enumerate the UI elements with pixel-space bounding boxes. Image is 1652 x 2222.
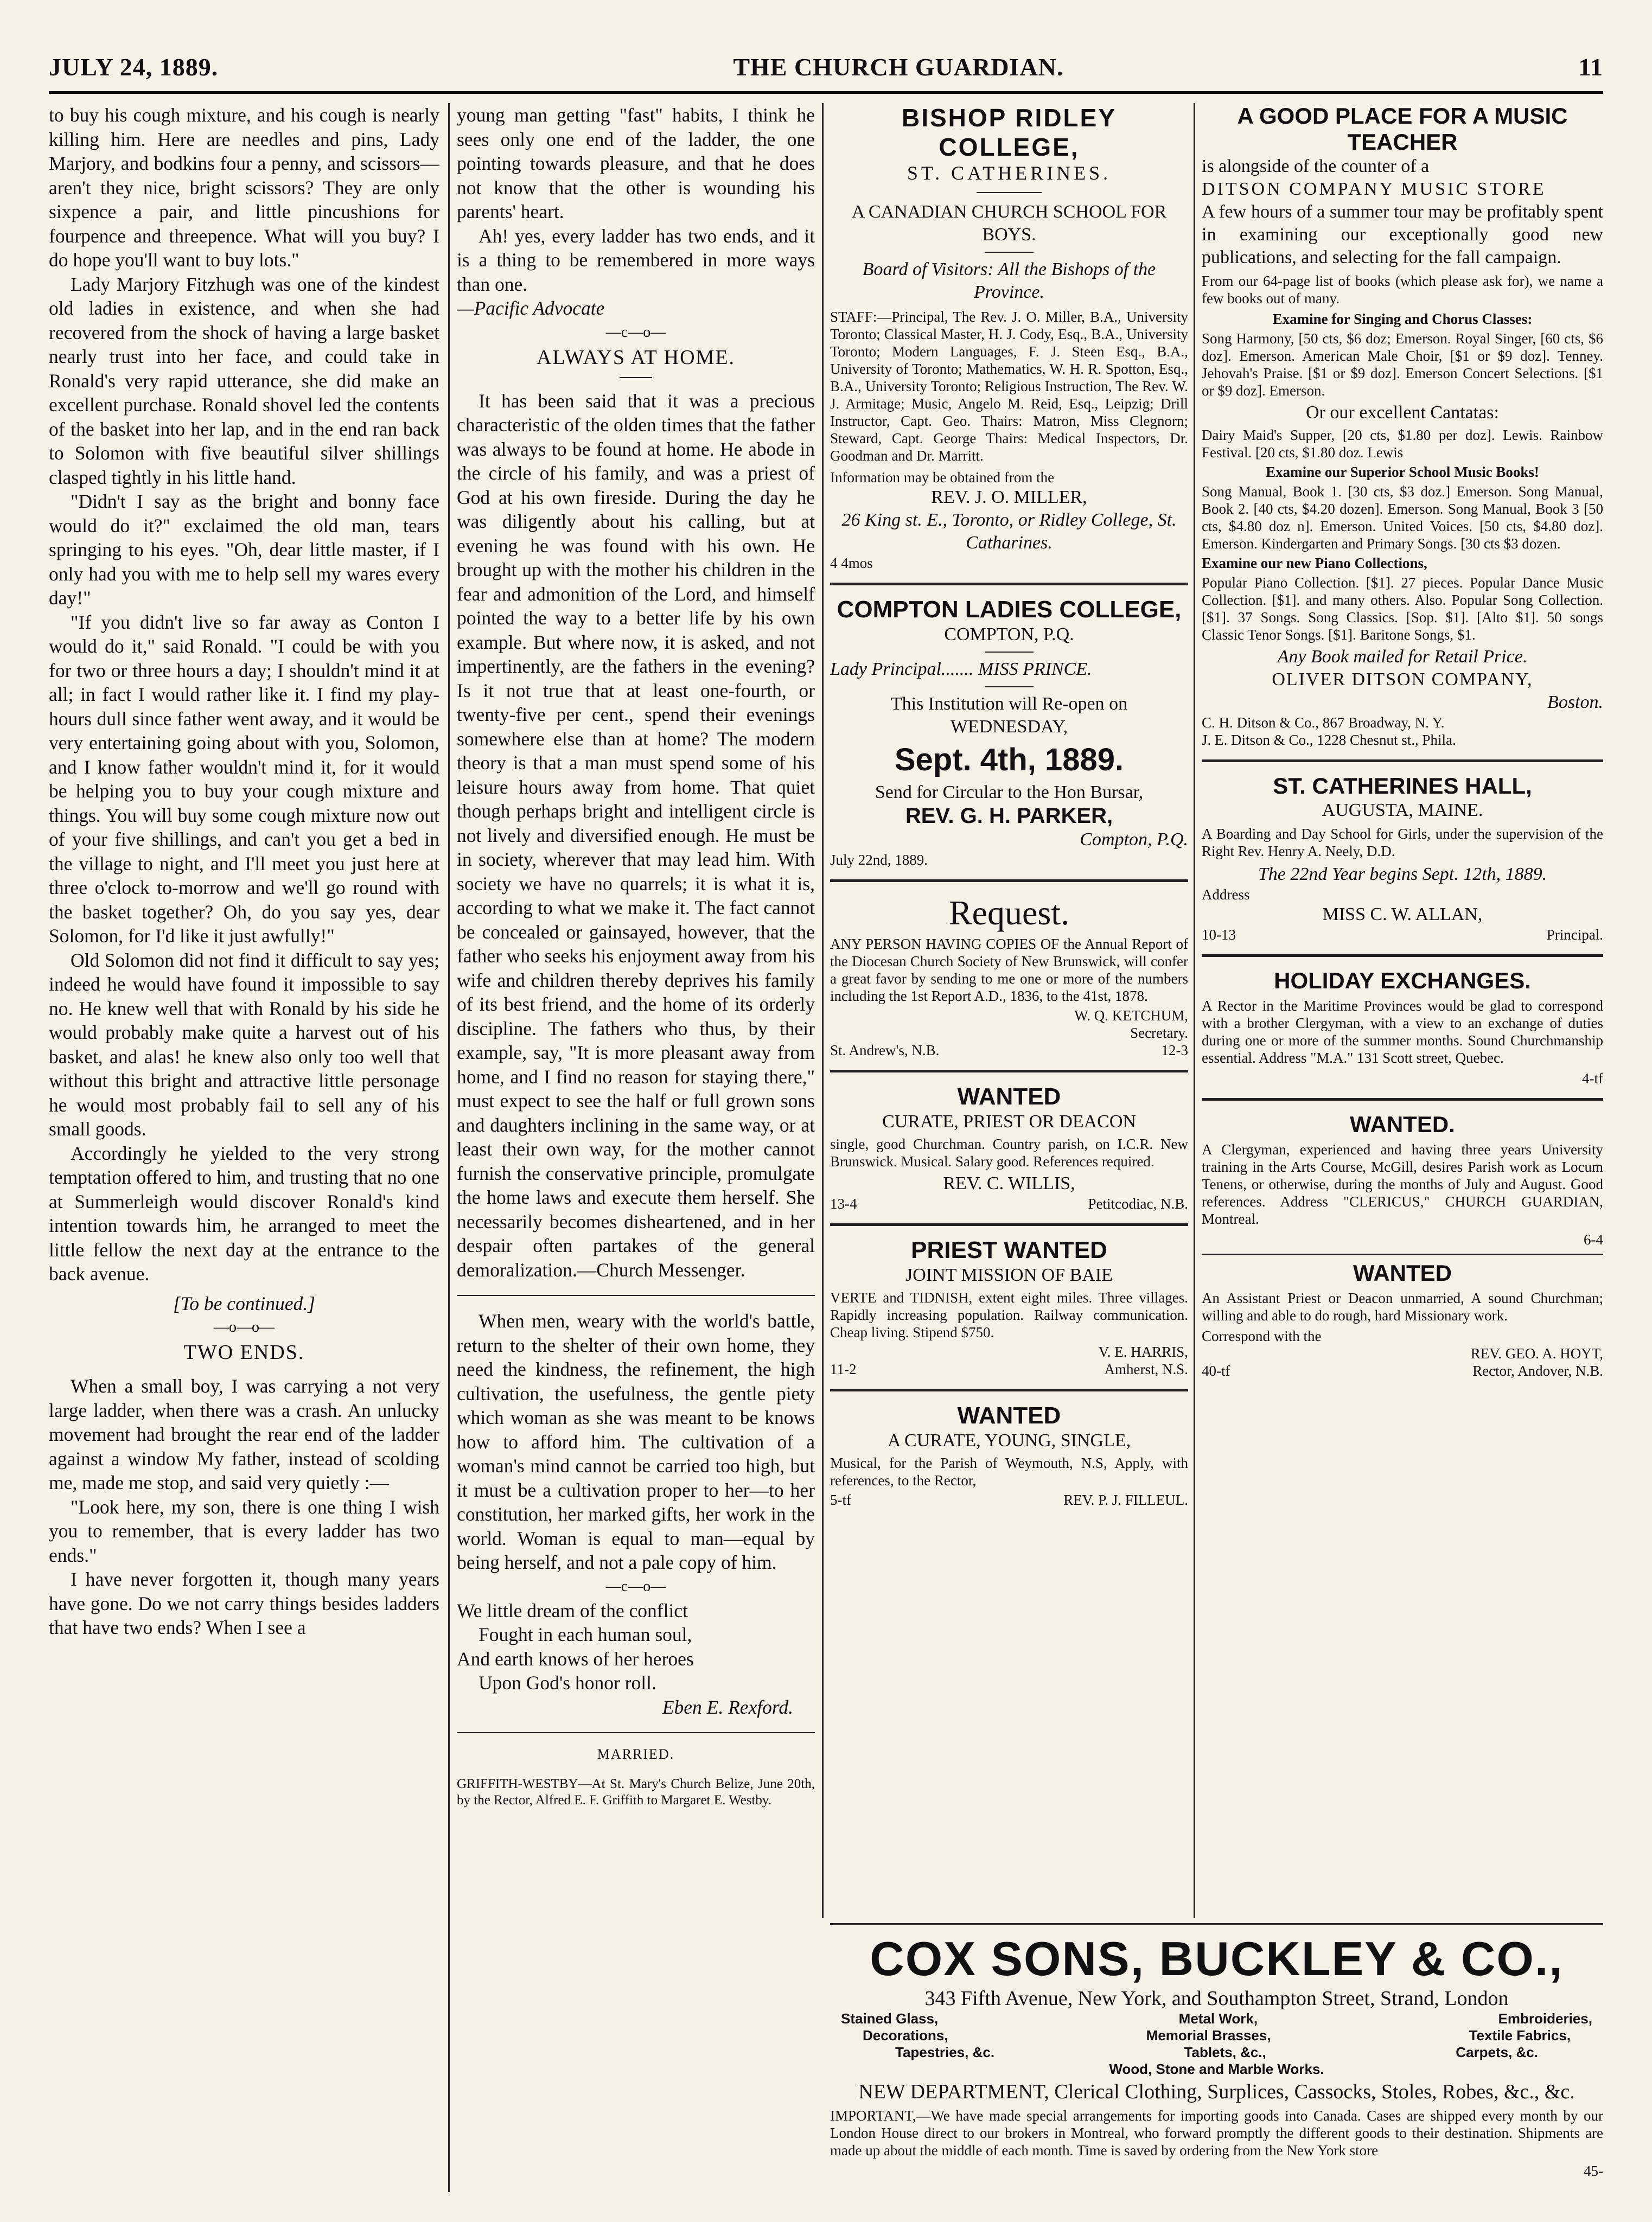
ad-address-label: Address — [1202, 886, 1250, 903]
ad-contact: REV. G. H. PARKER, — [905, 804, 1113, 828]
ad-music-teacher — [1202, 103, 1603, 749]
column-rule — [822, 103, 824, 1918]
ad-place: COMPTON, P.Q. — [944, 624, 1074, 644]
divider — [830, 583, 1188, 585]
ad-mailed: Any Book mailed for Retail Price. — [1277, 647, 1528, 667]
service-item: Wood, Stone and Marble Works. — [1109, 2061, 1324, 2077]
ad-code: 4-tf — [1582, 1070, 1603, 1087]
column-2 — [457, 103, 815, 2192]
service-item: Embroideries, — [1498, 2010, 1592, 2027]
ad-footer — [830, 1195, 1188, 1212]
ad-place: Compton, P.Q. — [1080, 829, 1188, 850]
column-rule — [1194, 103, 1195, 1918]
divider — [977, 192, 1042, 193]
ad-title: COMPTON LADIES COLLEGE, — [837, 596, 1182, 623]
divider — [985, 686, 1034, 687]
ad-role: Principal. — [1546, 927, 1603, 943]
verse-line: Upon God's honor roll. — [479, 1672, 656, 1694]
ad-code: 13-4 — [830, 1196, 857, 1212]
ad-list: Song Manual, Book 1. [30 cts, $3 doz.] Emerson. Song Manual, Book 2. [40 cts, $4.20 dozen]. Emerson. Song Manual, Book 3 [50 cts, $4.80 doz n]. Emerson. United Voices. [50 cts, $4.80 doz]. Emerson. Kindergarten and Primary Songs. [30 cts $3 dozen. — [1202, 483, 1603, 552]
article-paragraph: I have never forgotten it, though many years have gone. Do we not carry things besides ladders that have two ends? When I see a — [49, 1568, 439, 1638]
ad-title: ST. CATHERINES HALL, — [1273, 773, 1532, 799]
ad-name: REV. C. WILLIS, — [943, 1173, 1075, 1193]
ad-place: ST. CATHERINES. — [907, 162, 1112, 184]
article-paragraph: It has been said that it was a precious characteristic of the olden times that the father was always to be found at home. He abode in the circle of his family, and was a priest of God at his own fireside. During the day he was diligently about his calling, but at evening he was found with his own. He brought up with the mother his children in the fear and admonition of the Lord, and himself pointed the way to a better life by his own example. But where now, it is asked, and not impertinently, are the fathers in the evening? Is it not true that at least one-fourth, or twenty-five per cent., spend their evenings somewhere else than at home? The modern theory is that a man must spend some of his leisure hours away from home. That quiet though perhaps bright and intelligent circle is not lively and diversified enough. He must be in society, wherever that may lead him. With society we have no quarrels; it is what it is, according to what we make it. The fact cannot be concealed or gainsayed, however, that the father who seeks his enjoyment away from his wife and children thereby deprives his family of its best friend, and the home of its orderly discipline. The fathers who thus, by their example, say, "It is more pleasant away from home, and I find no reason for staying there," must expect to see the half or full grown sons and daughters inclining in the same way, or at least their own way, for the mother cannot furnish the conservative principle, promulgate the home laws and execute them herself. She necessarily becomes disheartened, and in her despair often partakes of the general demoralization.—Church Messenger. — [457, 390, 815, 1281]
ad-heading: Examine for Singing and Chorus Classes: — [1272, 311, 1533, 327]
ad-line: CURATE, PRIEST OR DEACON — [882, 1112, 1136, 1132]
ad-visitors: Board of Visitors: All the Bishops of the Province. — [862, 259, 1156, 302]
ad-place: Amherst, N.S. — [1104, 1361, 1188, 1377]
ad-subtitle: A CANADIAN CHURCH SCHOOL FOR BOYS. — [851, 202, 1167, 245]
ad-text: VERTE and TIDNISH, extent eight miles. Three villages. Rapidly increasing population. Railway communication. Cheap living. Stipend $750. — [830, 1289, 1188, 1340]
ad-address: 343 Fifth Avenue, New York, and Southampton Street, Strand, London — [924, 1987, 1509, 2010]
ad-date: Sept. 4th, 1889. — [894, 742, 1124, 777]
service-item: Decorations, — [863, 2027, 948, 2044]
story-paragraph: "If you didn't live so far away as Conton I would do it," said Ronald. "I could be with you for two or three hours a day; I shouldn't mind it at all; in fact I would rather like it. I find my play-hours dull since father went away, and it would be very entertaining going about with you, Solomon, and I know father wouldn't mind it, for it would be helping you to buy your cough mixture and things. You will buy some cough mixture now out of your five shillings, and can't you get a bed in the village to night, and I'll meet you just here at three o'clock to-morrow and we'll go round with the basket together? Oh, do you say yes, dear Solomon, for I'd like it just awfully!" — [49, 611, 439, 947]
ad-circular: Send for Circular to the Hon Bursar, — [875, 782, 1144, 802]
ad-title: HOLIDAY EXCHANGES. — [1274, 968, 1531, 993]
article-paragraph: When men, weary with the world's battle, return to the shelter of their own home, they need the kindness, the refinement, the high cultivation, the usefulness, the gentle piety which woman as she was meant to be knows how to afford him. The cultivation of a woman's mind cannot be carried too high, but it must be a cultivation proper to her—to her constitution, her marked gifts, her work in the world. Woman is equal to man—equal by being herself, and not a pale copy of him. — [457, 1310, 815, 1573]
ad-wanted-clergyman — [1202, 1112, 1603, 1248]
ad-text: single, good Churchman. Country parish, on I.C.R. New Brunswick. Musical. Salary good. References required. — [830, 1136, 1188, 1170]
divider — [1202, 759, 1603, 762]
ad-heading: Examine our new Piano Collections, — [1202, 555, 1427, 571]
ad-services-row — [830, 2010, 1603, 2027]
divider — [830, 1070, 1188, 1072]
ad-important: IMPORTANT,—We have made special arrangements for importing goods into Canada. Cases are shipped every month by our London House direct to our brokers in Montreal, who forward promptly the different goods to their destination. Shipments are made up about the middle of each month. Time is saved by ordering from the New York store — [830, 2108, 1603, 2159]
ad-address: 26 King st. E., Toronto, or Ridley College, St. Catharines. — [841, 510, 1177, 553]
ad-branch: J. E. Ditson & Co., 1228 Chesnut st., Phila. — [1202, 732, 1456, 748]
ad-place: AUGUSTA, MAINE. — [1322, 800, 1483, 820]
ad-staff: STAFF:—Principal, The Rev. J. O. Miller, B.A., University Toronto; Classical Master, H. J. Cody, Esq., B.A., University Toronto; Modern Languages, F. J. Steen Esq., B.A., University of Toronto; Mathematics, W. H. R. Spotton, Esq., B.A., University Toronto; Religious Instruction, The Rev. W. J. Armitage; Music, Angelo M. Reid, Esq., Leipzig; Drill Instructor, Capt. Geo. Thairs: Matron, Miss Clegnorn; Steward, Capt. George Thairs: Medical Inspectors, Dr. Goodman and Dr. Marritt. — [830, 309, 1188, 464]
ad-st-catherines-hall — [1202, 773, 1603, 943]
divider — [1202, 1098, 1603, 1101]
divider — [457, 1732, 815, 1733]
divider — [457, 1295, 815, 1296]
ad-priest-wanted — [830, 1237, 1188, 1378]
ad-intro: is alongside of the counter of a — [1202, 156, 1430, 176]
ad-wanted-assistant — [1202, 1260, 1603, 1380]
divider — [985, 252, 1034, 253]
ad-heading: Examine our Superior School Music Books! — [1266, 464, 1539, 480]
ad-dated: July 22nd, 1889. — [830, 852, 928, 868]
story-paragraph: to buy his cough mixture, and his cough is nearly killing him. Here are needles and pins, Lady Marjory, and bodkins four a penny, and scissors—aren't they nice, bright scissors? They are only sixpence a pair, and little pincushions for fourpence and threepence. What will you buy? I do hope you'll want to buy lots." — [49, 104, 439, 271]
ad-cox-sons — [830, 1931, 1603, 2192]
ad-info: Information may be obtained from the — [830, 469, 1055, 486]
column-1 — [49, 103, 439, 2192]
ad-code: 11-2 — [830, 1361, 857, 1377]
ad-contact: REV. J. O. MILLER, — [931, 487, 1087, 507]
newspaper-title: THE CHURCH GUARDIAN. — [733, 53, 1064, 81]
ad-branch: C. H. Ditson & Co., 867 Broadway, N. Y. — [1202, 714, 1445, 731]
article-paragraph: young man getting "fast" habits, I think he sees only one end of the ladder, the one pointing towards pleasure, and that he does not know that the other is wounding his parents' heart. — [457, 104, 815, 222]
title-rule — [620, 377, 652, 378]
divider — [830, 1223, 1188, 1226]
article-paragraph: Ah! yes, every ladder has two ends, and it is a thing to be remembered in more ways than one. — [457, 225, 815, 295]
ad-footer — [830, 1491, 1188, 1509]
column-4-ads — [1202, 103, 1603, 1918]
ad-text: Musical, for the Parish of Weymouth, N.S, Apply, with references, to the Rector, — [830, 1455, 1188, 1489]
service-item: Stained Glass, — [841, 2010, 939, 2027]
ad-wanted-curate — [830, 1083, 1188, 1212]
article-source: —Pacific Advocate — [457, 297, 605, 319]
column-3-ads — [830, 103, 1188, 1918]
ad-reopen: This Institution will Re-open on WEDNESDAY, — [890, 694, 1128, 737]
ad-text: A Boarding and Day School for Girls, under the supervision of the Right Rev. Henry A. Neely, D.D. — [1202, 826, 1603, 859]
ad-name: W. Q. KETCHUM, — [1074, 1007, 1188, 1024]
ad-corr: Correspond with the — [1202, 1328, 1322, 1344]
ad-bishop-ridley — [830, 103, 1188, 572]
ad-role: Secretary. — [1130, 1025, 1188, 1041]
ad-list: Dairy Maid's Supper, [20 cts, $1.80 per doz]. Lewis. Rainbow Festival. [20 cts, $1.80 doz. Lewis — [1202, 427, 1603, 461]
ad-name: MISS C. W. ALLAN, — [1322, 904, 1483, 924]
ad-title: COX SONS, BUCKLEY & CO., — [870, 1932, 1564, 1985]
ad-wanted-young-curate — [830, 1402, 1188, 1509]
ad-footer — [830, 1361, 1188, 1378]
ad-line: JOINT MISSION OF BAIE — [905, 1265, 1113, 1285]
ad-holiday-exchanges — [1202, 968, 1603, 1087]
ad-title: WANTED — [957, 1402, 1061, 1429]
service-item: Metal Work, — [1178, 2010, 1258, 2027]
story-paragraph: Accordingly he yielded to the very strong temptation offered to him, and trusting that no one at Summerleigh would discover Ronald's kind intention towards him, he arranged to meet the little fellow the next day at the entrance to the back avenue. — [49, 1142, 439, 1285]
ad-request — [830, 893, 1188, 1059]
ad-place: St. Andrew's, N.B. — [830, 1042, 940, 1058]
ad-text: A Rector in the Maritime Provinces would be glad to correspond with a brother Clergyman, with a view to an exchange of duties during one or more of the summer months. Sound Churchmanship essential. Address "M.A." 131 Scott street, Quebec. — [1202, 998, 1603, 1066]
divider — [985, 652, 1034, 653]
verse-line: And earth knows of her heroes — [457, 1648, 694, 1670]
ad-list: Song Harmony, [50 cts, $6 doz; Emerson. Royal Singer, [60 cts, $6 doz]. Emerson. American Male Choir, [$1 or $9 doz]. Tenney. Jehovah's Praise. [$1 or $9 doz]. Emerson Concert Selections. [$1 or $9 doz]. Emerson. — [1202, 330, 1603, 399]
ad-code: 5-tf — [830, 1492, 851, 1508]
verse-line: Fought in each human soul, — [479, 1624, 692, 1645]
ad-title: WANTED. — [1350, 1112, 1455, 1137]
service-item: Tapestries, &c. — [895, 2044, 995, 2060]
ad-principal: Lady Principal....... MISS PRINCE. — [830, 659, 1092, 679]
ad-title: WANTED — [957, 1083, 1061, 1110]
ad-services-row — [830, 2027, 1603, 2044]
ad-compton — [830, 596, 1188, 869]
story-paragraph: Old Solomon did not find it difficult to say yes; indeed he would have found it impossible to say no. He knew well that with Ronald by his side he would probably make quite a harvest out of his basket, and alas! he knew also only too well that without this bright and attractive little personage he would most probably fail to sell any of his small goods. — [49, 949, 439, 1140]
ad-code: 6-4 — [1584, 1231, 1603, 1248]
divider — [1202, 954, 1603, 957]
ad-name: V. E. HARRIS, — [1098, 1344, 1188, 1360]
ad-line: A CURATE, YOUNG, SINGLE, — [887, 1431, 1131, 1451]
ad-heading: Or our excellent Cantatas: — [1306, 403, 1499, 423]
divider — [830, 879, 1188, 882]
ad-title: A GOOD PLACE FOR A MUSIC TEACHER — [1237, 103, 1568, 155]
divider — [1202, 1254, 1603, 1255]
article-paragraph: "Look here, my son, there is one thing I wish you to remember, that is every ladder has two ends." — [49, 1496, 439, 1566]
ad-text: ANY PERSON HAVING COPIES OF the Annual Report of the Diocesan Church Society of New Brunswick, will confer a great favor by sending to me one or more of the numbers including the 1st Report A.D., 1836, to the 41st, 1878. — [830, 936, 1188, 1004]
ad-department: NEW DEPARTMENT, Clerical Clothing, Surplices, Cassocks, Stoles, Robes, &c., &c. — [858, 2080, 1575, 2103]
ad-code: 40-tf — [1202, 1363, 1230, 1379]
page-header — [49, 38, 1603, 81]
divider — [830, 1923, 1603, 1925]
service-item: Memorial Brasses, — [1146, 2027, 1271, 2044]
ad-place: Petitcodiac, N.B. — [1088, 1196, 1188, 1212]
ad-name: REV. P. J. FILLEUL. — [1063, 1492, 1188, 1508]
divider — [830, 1389, 1188, 1391]
ad-code: 4 4mos — [830, 555, 873, 571]
verse-line: We little dream of the conflict — [457, 1599, 688, 1621]
section-title: ALWAYS AT HOME. — [536, 346, 736, 369]
page-number: 11 — [1578, 53, 1603, 81]
ad-services-row — [830, 2044, 1603, 2061]
ad-year: The 22nd Year begins Sept. 12th, 1889. — [1258, 864, 1547, 884]
service-item: Tablets, &c., — [1184, 2044, 1266, 2060]
ad-place: Rector, Andover, N.B. — [1472, 1363, 1603, 1379]
ad-text: An Assistant Priest or Deacon unmarried, A sound Churchman; willing and able to do rough, hard Missionary work. — [1202, 1290, 1603, 1324]
ad-catalog: From our 64-page list of books (which please ask for), we name a few books out of many. — [1202, 273, 1603, 307]
separator: —c—o— — [605, 323, 666, 341]
ad-list: Popular Piano Collection. [$1]. 27 pieces. Popular Dance Music Collection. [$1]. and many others. Also. Popular Song Collection. [$1]. 37 Songs. Song Classics. [Sop. $1]. [Alto $1]. 50 songs Classic Tenor Songs. [$1]. Baritone Songs, $1. — [1202, 574, 1603, 643]
ad-footer — [1202, 926, 1603, 943]
married-title: MARRIED. — [597, 1746, 675, 1762]
article-paragraph: When a small boy, I was carrying a not very large ladder, when there was a crash. An unlucky movement had brought the rear end of the ladder against a window My father, instead of scolding me, made me stop, and said very quietly :— — [49, 1375, 439, 1493]
ad-company: OLIVER DITSON COMPANY, — [1272, 669, 1533, 689]
ad-code: 45- — [1584, 2163, 1603, 2179]
ad-title: Request. — [948, 893, 1070, 932]
married-notice: GRIFFITH-WESTBY—At St. Mary's Church Belize, June 20th, by the Rector, Alfred E. F. Griffith to Margaret E. Westby. — [457, 1777, 815, 1808]
header-rule — [49, 91, 1603, 94]
ad-title: BISHOP RIDLEY COLLEGE, — [902, 104, 1117, 161]
ad-footer — [1202, 1362, 1603, 1380]
separator: —o—o— — [214, 1319, 275, 1336]
ad-store: DITSON COMPANY MUSIC STORE — [1202, 179, 1546, 199]
header-date: JULY 24, 1889. — [49, 53, 219, 81]
ad-text: A Clergyman, experienced and having three years University training in the Arts Course, McGill, desires Parish work as Locum Tenens, or otherwise, during the months of July and August. Good references. Address "CLERICUS," CHURCH GUARDIAN, Montreal. — [1202, 1141, 1603, 1227]
ad-city: Boston. — [1547, 692, 1603, 712]
ad-code: 10-13 — [1202, 927, 1236, 943]
ad-text: A few hours of a summer tour may be profitably spent in examining our exceptionally good new publications, and selecting for the fall campaign. — [1202, 202, 1603, 267]
separator: —c—o— — [605, 1578, 666, 1595]
column-rule — [448, 103, 450, 2192]
ad-code: 12-3 — [1161, 1042, 1188, 1058]
story-paragraph: Lady Marjory Fitzhugh was one of the kindest old ladies in existence, and when she had recovered from the shock of having a large basket nearly trust into her face, and could take in Ronald's very rapid utterance, she did make an excellent purchase. Ronald shovel led the contents of the basket into her lap, and in the end ran back to Solomon with five beautiful silver shillings clasped tightly in his little hand. — [49, 273, 439, 488]
ad-title: WANTED — [1353, 1260, 1452, 1286]
section-title: TWO ENDS. — [183, 1341, 305, 1364]
ad-footer — [830, 1042, 1188, 1059]
continued-note: [To be continued.] — [173, 1292, 315, 1314]
ad-title: PRIEST WANTED — [911, 1237, 1107, 1263]
story-paragraph: "Didn't I say as the bright and bonny face would do it?" exclaimed the old man, tears springing to his eyes. "Oh, dear little master, if I only had you with me to help sell my wares every day!" — [49, 490, 439, 609]
ad-name: REV. GEO. A. HOYT, — [1470, 1345, 1603, 1362]
service-item: Textile Fabrics, — [1469, 2027, 1571, 2044]
service-item: Carpets, &c. — [1456, 2044, 1538, 2060]
verse-author: Eben E. Rexford. — [662, 1696, 793, 1718]
